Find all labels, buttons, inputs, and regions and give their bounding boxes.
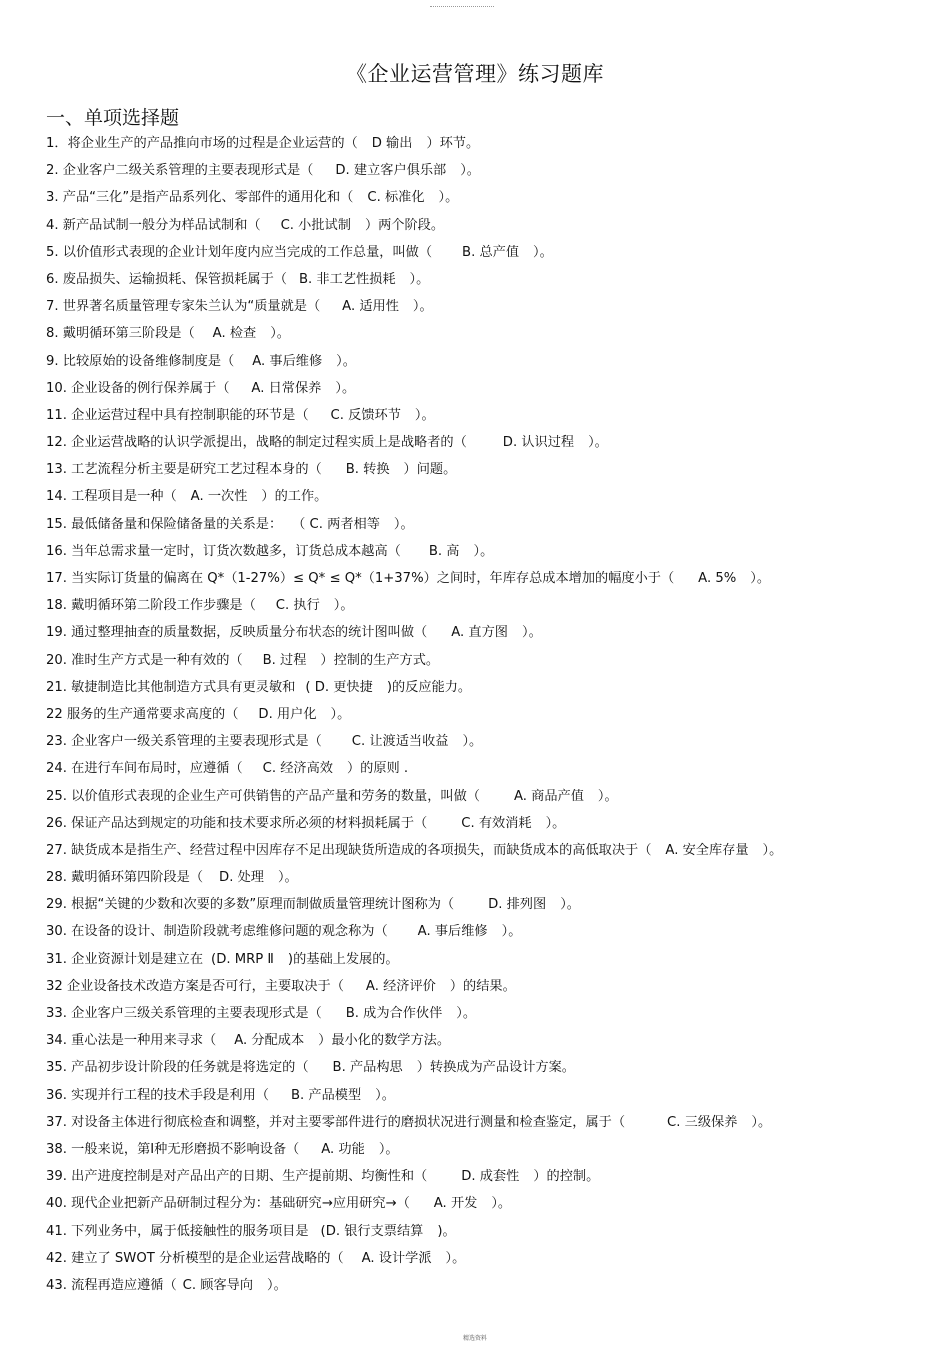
question-answer: C. 反馈环节 xyxy=(330,407,401,423)
question-answer: A. 直方图 xyxy=(451,625,508,641)
question-answer: D. 认识过程 xyxy=(502,435,575,451)
question-item xyxy=(46,429,936,456)
question-answer: B. 总产值 xyxy=(462,244,520,260)
question-answer: C. 标准化 xyxy=(367,190,425,206)
question-stem: 21. 敏捷制造比其他制造方式具有更灵敏和 xyxy=(46,679,296,695)
question-tail: ）。 xyxy=(414,407,435,423)
question-tail: ）最小化的数学方法。 xyxy=(318,1033,451,1049)
question-stem: 33. 企业客户三级关系管理的主要表现形式是（ xyxy=(46,1006,322,1021)
question-stem: 8. 戴明循环第三阶段是（ xyxy=(46,326,195,342)
question-item xyxy=(46,1163,936,1190)
question-stem: 3. 产品“三化”是指产品系列化、零部件的通用化和（ xyxy=(46,190,354,206)
question-answer: C. 让渡适当收益 xyxy=(351,734,449,750)
question-tail: ）。 xyxy=(462,734,483,750)
question-answer: B. 高 xyxy=(428,543,460,559)
question-stem: 40. 现代企业把新产品研制过程分为：基础研究→应用研究→（ xyxy=(46,1196,410,1212)
question-stem: 14. 工程项目是一种（ xyxy=(46,489,177,505)
question-answer: B. 转换 xyxy=(345,462,390,478)
question-item xyxy=(46,375,936,402)
question-item xyxy=(46,1054,936,1081)
question-answer: A. 适用性 xyxy=(342,299,399,315)
question-stem: 4. 新产品试制一般分为样品试制和（ xyxy=(46,217,261,233)
question-stem: 28. 戴明循环第四阶段是（ xyxy=(46,870,204,886)
question-item xyxy=(46,293,936,320)
question-item xyxy=(46,755,936,782)
question-stem: 32 企业设备技术改造方案是否可行，主要取决于（ xyxy=(46,978,344,994)
question-item xyxy=(46,538,936,565)
question-tail: ）两个阶段。 xyxy=(364,217,445,233)
question-answer: D. 成套性 xyxy=(461,1169,520,1185)
question-item xyxy=(46,891,936,918)
question-tail: ）环节。 xyxy=(426,136,480,151)
question-answer: A. 商品产值 xyxy=(513,788,584,804)
question-answer: A. 安全库存量 xyxy=(665,842,749,858)
top-rule xyxy=(430,6,494,7)
question-tail: ）。 xyxy=(560,897,580,913)
question-item xyxy=(46,619,936,646)
question-stem: 23. 企业客户一级关系管理的主要表现形式是（ xyxy=(46,734,322,750)
question-answer: C. 有效消耗 xyxy=(461,815,532,831)
question-item xyxy=(46,783,936,810)
question-item xyxy=(46,864,936,891)
question-stem: 13. 工艺流程分析主要是研究工艺过程本身的（ xyxy=(46,462,322,478)
question-item xyxy=(46,1272,936,1299)
question-stem: 29. 根据“关键的少数和次要的多数”原理而制做质量管理统计图称为（ xyxy=(46,897,455,913)
question-item xyxy=(46,1136,936,1163)
question-tail: ）的控制。 xyxy=(533,1169,600,1185)
question-stem: 11. 企业运营过程中具有控制职能的环节是（ xyxy=(46,407,309,423)
question-answer: ( D. 更快捷 xyxy=(305,679,373,695)
question-answer: A. 日常保养 xyxy=(251,380,322,396)
question-answer: B. 非工艺性损耗 xyxy=(298,271,396,287)
question-tail: ）转换成为产品设计方案。 xyxy=(416,1060,575,1076)
question-answer: C. 顾客导向 xyxy=(182,1277,254,1293)
question-answer: A. 设计学派 xyxy=(361,1250,432,1266)
question-stem: 18. 戴明循环第二阶段工作步骤是（ xyxy=(46,598,256,614)
question-item xyxy=(46,130,936,157)
question-tail: ）。 xyxy=(393,516,414,532)
question-tail: ）。 xyxy=(375,1087,395,1103)
question-tail: ）。 xyxy=(336,353,356,369)
question-tail: ）。 xyxy=(335,380,356,396)
question-item xyxy=(46,239,936,266)
question-item xyxy=(46,1000,936,1027)
question-answer: C. 执行 xyxy=(275,598,320,614)
question-answer: A. 5% xyxy=(698,571,737,586)
question-stem: 37. 对设备主体进行彻底检查和调整，并对主要零部件进行的磨损状况进行测量和检查鉴定，属于（ xyxy=(46,1114,626,1130)
question-tail: ）。 xyxy=(445,1250,466,1266)
question-tail: ）。 xyxy=(412,299,433,315)
question-stem: 24. 在进行车间布局时，应遵循（ xyxy=(46,761,243,777)
question-answer: （ C. 两者相等 xyxy=(292,516,380,532)
question-tail: ）。 xyxy=(460,163,480,179)
question-stem: 20. 准时生产方式是一种有效的（ xyxy=(46,652,243,668)
question-stem: 43. 流程再造应遵循（ xyxy=(46,1277,177,1293)
question-stem: 12. 企业运营战略的认识学派提出，战略的制定过程实质上是战略者的（ xyxy=(46,435,467,451)
question-answer: (D. MRP Ⅱ xyxy=(211,951,274,967)
question-tail: ）的结果。 xyxy=(449,978,516,994)
question-tail: ）。 xyxy=(762,842,783,858)
question-item xyxy=(46,565,936,592)
question-answer: A. 经济评价 xyxy=(365,978,436,994)
question-answer: B. 产品构思 xyxy=(332,1060,403,1076)
question-stem: 36. 实现并行工程的技术手段是利用（ xyxy=(46,1087,269,1103)
question-item xyxy=(46,212,936,239)
question-stem: 9. 比较原始的设备维修制度是（ xyxy=(46,353,235,369)
question-answer: A. 事后维修 xyxy=(417,924,488,940)
question-stem: 38. 一般来说，第Ⅰ种无形磨损不影响设备（ xyxy=(46,1141,300,1157)
question-item xyxy=(46,1027,936,1054)
question-tail: ）。 xyxy=(501,924,522,940)
question-tail: )。 xyxy=(437,1223,456,1239)
question-stem: 19. 通过整理抽查的质量数据，反映质量分布状态的统计图叫做（ xyxy=(46,625,428,641)
page-footer: 精选资料 xyxy=(462,1335,487,1342)
question-tail: ）。 xyxy=(750,571,771,586)
question-stem: 27. 缺货成本是指生产、经营过程中因库存不足出现缺货所造成的各项损失，而缺货成本的高低取决于（ xyxy=(46,842,652,858)
question-answer: D. 排列图 xyxy=(488,897,547,913)
question-tail: )的反应能力。 xyxy=(386,679,472,695)
question-item xyxy=(46,674,936,701)
question-answer: B. 产品模型 xyxy=(290,1087,362,1103)
question-stem: 39. 出产进度控制是对产品出产的日期、生产提前期、均衡性和（ xyxy=(46,1169,428,1185)
question-tail: ）。 xyxy=(597,788,618,804)
question-answer: A. 事后维修 xyxy=(252,353,323,369)
question-stem: 6. 废品损失、运输损耗、保管损耗属于（ xyxy=(46,271,287,287)
question-item xyxy=(46,701,936,728)
question-tail: ）。 xyxy=(333,598,354,614)
section-heading: 一、单项选择题 xyxy=(46,107,180,129)
question-tail: ）问题。 xyxy=(403,462,457,478)
question-answer: A. 功能 xyxy=(321,1141,365,1157)
question-item xyxy=(46,592,936,619)
question-tail: ）的原则 . xyxy=(346,761,409,777)
question-item xyxy=(46,456,936,483)
question-stem: 34. 重心法是一种用来寻求（ xyxy=(46,1033,217,1049)
question-tail: ）控制的生产方式。 xyxy=(320,652,440,668)
question-stem: 1．将企业生产的产品推向市场的过程是企业运营的（ xyxy=(46,136,358,151)
question-stem: 5. 以价值形式表现的企业计划年度内应当完成的工作总量，叫做（ xyxy=(46,244,433,260)
question-stem: 2. 企业客户二级关系管理的主要表现形式是（ xyxy=(46,163,314,179)
question-item xyxy=(46,511,936,538)
question-item xyxy=(46,810,936,837)
question-stem: 7. 世界著名质量管理专家朱兰认为“质量就是（ xyxy=(46,299,321,315)
question-tail: ）。 xyxy=(473,543,494,559)
question-tail: ）。 xyxy=(270,326,290,342)
question-answer: A. 开发 xyxy=(433,1196,478,1212)
question-stem: 35. 产品初步设计阶段的任务就是将选定的（ xyxy=(46,1060,309,1076)
question-answer: B. 成为合作伙伴 xyxy=(345,1006,443,1021)
question-item xyxy=(46,483,936,510)
question-answer: D. 处理 xyxy=(219,870,264,886)
question-tail: ）。 xyxy=(438,190,459,206)
question-answer: A. 检查 xyxy=(212,326,257,342)
question-stem: 26. 保证产品达到规定的功能和技术要求所必须的材料损耗属于（ xyxy=(46,815,428,831)
question-item xyxy=(46,1109,936,1136)
question-tail: ）。 xyxy=(330,706,351,722)
question-item xyxy=(46,647,936,674)
question-stem: 16. 当年总需求量一定时，订货次数越多，订货总成本越高（ xyxy=(46,543,401,559)
question-item xyxy=(46,728,936,755)
question-answer: A. 分配成本 xyxy=(234,1033,305,1049)
question-answer: C. 小批试制 xyxy=(280,217,351,233)
question-stem: 42. 建立了 SWOT 分析模型的是企业运营战略的（ xyxy=(46,1250,344,1266)
question-tail: ）。 xyxy=(491,1196,512,1212)
question-item xyxy=(46,320,936,347)
question-stem: 41. 下列业务中，属于低接触性的服务项目是 xyxy=(46,1223,309,1239)
question-tail: ）。 xyxy=(456,1006,477,1021)
question-stem: 17. 当实际订货量的偏离在 Q*（1-27%）≤ Q* ≤ Q*（1+37%）之间时，年库存总成本增加的幅度小于（ xyxy=(46,571,675,586)
question-stem: 22 服务的生产通常要求高度的（ xyxy=(46,706,239,722)
document-title: 《企业运营管理》练习题库 xyxy=(346,62,604,86)
question-item xyxy=(46,157,936,184)
question-item xyxy=(46,1082,936,1109)
question-item xyxy=(46,1218,936,1245)
question-item xyxy=(46,1190,936,1217)
question-answer: D. 用户化 xyxy=(258,706,317,722)
question-stem: 25. 以价值形式表现的企业生产可供销售的产品产量和劳务的数量，叫做（ xyxy=(46,788,480,804)
question-item xyxy=(46,184,936,211)
question-tail: ）。 xyxy=(378,1141,399,1157)
question-tail: ）。 xyxy=(545,815,566,831)
question-answer: C. 三级保养 xyxy=(667,1114,738,1130)
question-stem: 30. 在设备的设计、制造阶段就考虑维修问题的观念称为（ xyxy=(46,924,388,940)
question-tail: ）。 xyxy=(751,1114,772,1130)
question-tail: )的基础上发展的。 xyxy=(287,951,399,967)
question-tail: ）的工作。 xyxy=(261,489,328,505)
question-tail: ）。 xyxy=(267,1277,287,1293)
question-answer: (D. 银行支票结算 xyxy=(320,1223,424,1239)
question-answer: D. 建立客户俱乐部 xyxy=(335,163,447,179)
question-tail: ）。 xyxy=(533,244,553,260)
question-tail: ）。 xyxy=(409,271,430,287)
question-item xyxy=(46,266,936,293)
question-tail: ）。 xyxy=(277,870,298,886)
question-item xyxy=(46,918,936,945)
question-tail: ）。 xyxy=(521,625,542,641)
question-item xyxy=(46,973,936,1000)
question-tail: ）。 xyxy=(588,435,608,451)
question-list xyxy=(46,130,936,1299)
question-item xyxy=(46,1245,936,1272)
question-answer: C. 经济高效 xyxy=(262,761,333,777)
question-answer: A. 一次性 xyxy=(190,489,248,505)
question-stem: 10. 企业设备的例行保养属于（ xyxy=(46,380,230,396)
question-stem: 31. 企业资源计划是建立在 xyxy=(46,951,204,967)
question-item xyxy=(46,402,936,429)
question-answer: D 输出 xyxy=(371,136,413,151)
question-item xyxy=(46,837,936,864)
question-item xyxy=(46,348,936,375)
question-stem: 15. 最低储备量和保险储备量的关系是： xyxy=(46,516,283,532)
question-item xyxy=(46,946,936,973)
question-answer: B. 过程 xyxy=(262,652,307,668)
